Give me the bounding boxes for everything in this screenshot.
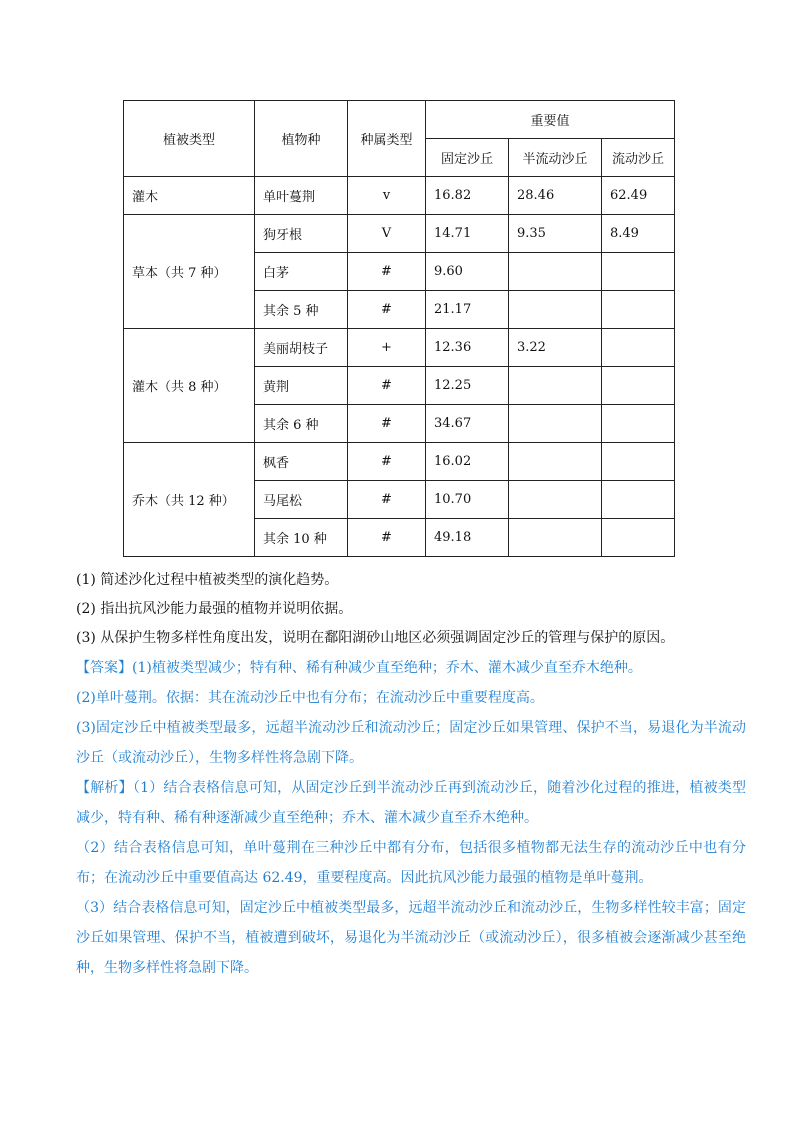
fixed-value-cell: 14.71 (426, 215, 509, 253)
group-name: 草本（共 7 种） (124, 215, 255, 329)
semi-value-cell (509, 405, 602, 443)
question-2: (2) 指出抗风沙能力最强的植物并说明依据。 (76, 601, 353, 617)
genus-cell: # (348, 253, 426, 291)
group-name: 灌木 (124, 177, 255, 215)
genus-cell: # (348, 443, 426, 481)
flow-value-cell (602, 405, 675, 443)
group-name: 灌木（共 8 种） (124, 329, 255, 443)
question-3: (3) 从保护生物多样性角度出发，说明在鄱阳湖砂山地区必须强调固定沙丘的管理与保护的原因。 (76, 630, 675, 646)
semi-value-cell (509, 253, 602, 291)
flow-value-cell (602, 329, 675, 367)
genus-cell: + (348, 329, 426, 367)
table-row (124, 329, 675, 367)
genus-cell: # (348, 519, 426, 557)
semi-value-cell (509, 443, 602, 481)
flow-value-cell (602, 519, 675, 557)
table-row (124, 177, 675, 215)
answer-analysis-block (76, 653, 746, 983)
species-cell: 枫香 (255, 443, 348, 481)
questions (76, 566, 756, 653)
answer-line-3: (3)固定沙丘中植被类型最多，远超半流动沙丘和流动沙丘；固定沙丘如果管理、保护不当，易退化为半流动沙丘（或流动沙丘），生物多样性将急剧下降。 (76, 720, 746, 766)
answer-text-1: (1)植被类型减少；特有种、稀有种减少直至绝种；乔木、灌木减少直至乔木绝种。 (132, 660, 642, 676)
genus-cell: # (348, 481, 426, 519)
genus-cell: v (348, 177, 426, 215)
header-genus-type: 种属类型 (348, 101, 426, 177)
question-1: (1) 简述沙化过程中植被类型的演化趋势。 (76, 572, 339, 588)
analysis-text-1: （1）结合表格信息可知，从固定沙丘到半流动沙丘再到流动沙丘，随着沙化过程的推进，植被类型减少，特有种、稀有种逐渐减少直至绝种；乔木、灌木减少直至乔木绝种。 (76, 780, 746, 826)
table-row (124, 215, 675, 253)
semi-value-cell (509, 481, 602, 519)
fixed-value-cell: 16.02 (426, 443, 509, 481)
header-mobile-dune: 流动沙丘 (602, 139, 675, 177)
vegetation-table (123, 100, 675, 557)
group-name: 乔木（共 12 种） (124, 443, 255, 557)
header-importance-value: 重要值 (426, 101, 675, 139)
semi-value-cell (509, 291, 602, 329)
fixed-value-cell: 9.60 (426, 253, 509, 291)
flow-value-cell: 8.49 (602, 215, 675, 253)
table-row (124, 443, 675, 481)
fixed-value-cell: 34.67 (426, 405, 509, 443)
answer-tag: 【答案】 (76, 660, 132, 676)
flow-value-cell: 62.49 (602, 177, 675, 215)
fixed-value-cell: 12.36 (426, 329, 509, 367)
fixed-value-cell: 10.70 (426, 481, 509, 519)
species-cell: 白茅 (255, 253, 348, 291)
species-cell: 狗牙根 (255, 215, 348, 253)
species-cell: 其余 10 种 (255, 519, 348, 557)
answer-line-2: (2)单叶蔓荆。依据：其在流动沙丘中也有分布；在流动沙丘中重要程度高。 (76, 690, 544, 706)
fixed-value-cell: 21.17 (426, 291, 509, 329)
fixed-value-cell: 12.25 (426, 367, 509, 405)
analysis-line-2: （2）结合表格信息可知，单叶蔓荆在三种沙丘中都有分布，包括很多植物都无法生存的流动沙丘中也有分布；在流动沙丘中重要值高达 62.49，重要程度高。因此抗风沙能力最强的植物是单叶蔓荆。 (76, 840, 746, 886)
genus-cell: V (348, 215, 426, 253)
species-cell: 美丽胡枝子 (255, 329, 348, 367)
fixed-value-cell: 49.18 (426, 519, 509, 557)
semi-value-cell: 28.46 (509, 177, 602, 215)
header-plant-species: 植物种 (255, 101, 348, 177)
flow-value-cell (602, 481, 675, 519)
analysis-line-3: （3）结合表格信息可知，固定沙丘中植被类型最多，远超半流动沙丘和流动沙丘，生物多样性较丰富；固定沙丘如果管理、保护不当，植被遭到破坏，易退化为半流动沙丘（或流动沙丘），很多植被会逐渐减少甚至绝种，生物多样性将急剧下降。 (76, 900, 746, 976)
flow-value-cell (602, 253, 675, 291)
species-cell: 其余 5 种 (255, 291, 348, 329)
header-semi-mobile-dune: 半流动沙丘 (509, 139, 602, 177)
fixed-value-cell: 16.82 (426, 177, 509, 215)
flow-value-cell (602, 443, 675, 481)
answer-line-1 (76, 653, 746, 683)
genus-cell: # (348, 405, 426, 443)
header-fixed-dune: 固定沙丘 (426, 139, 509, 177)
semi-value-cell (509, 367, 602, 405)
semi-value-cell: 9.35 (509, 215, 602, 253)
semi-value-cell: 3.22 (509, 329, 602, 367)
species-cell: 马尾松 (255, 481, 348, 519)
analysis-tag: 【解析】 (76, 780, 133, 796)
header-vegetation-type: 植被类型 (124, 101, 255, 177)
flow-value-cell (602, 367, 675, 405)
flow-value-cell (602, 291, 675, 329)
species-cell: 单叶蔓荆 (255, 177, 348, 215)
genus-cell: # (348, 367, 426, 405)
analysis-line-1 (76, 773, 746, 833)
species-cell: 黄荆 (255, 367, 348, 405)
species-cell: 其余 6 种 (255, 405, 348, 443)
genus-cell: # (348, 291, 426, 329)
semi-value-cell (509, 519, 602, 557)
